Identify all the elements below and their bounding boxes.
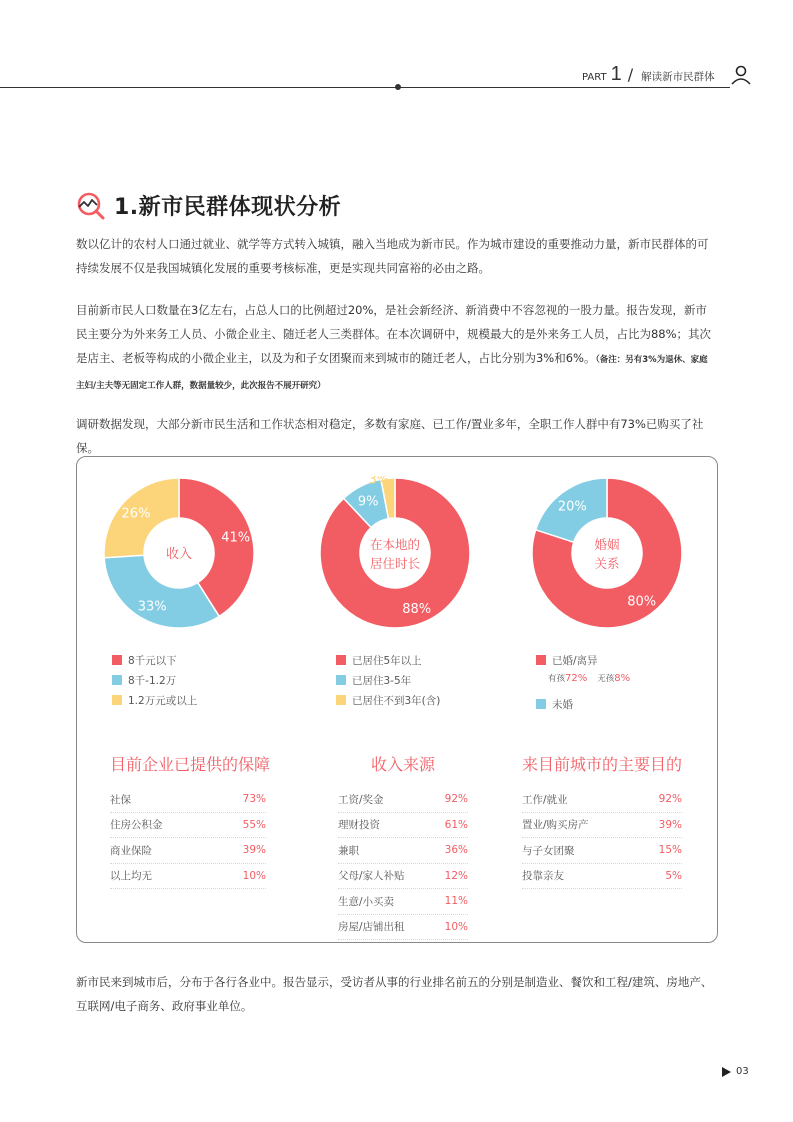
paragraph-industry: 新市民来到城市后，分布于各行各业中。报告显示，受访者从事的行业排名前五的分别是制造业、餐饮和工程/建筑、房地产、互联网/电子商务、政府事业单位。 xyxy=(76,975,713,1013)
table-title: 来目前城市的主要目的 xyxy=(522,755,683,774)
row-value: 36% xyxy=(444,844,468,857)
legend-label: 8千元以下 xyxy=(128,654,177,667)
legend-residence xyxy=(336,650,440,710)
legend-item xyxy=(536,650,630,670)
row-value: 73% xyxy=(242,793,266,806)
donut-marital-svg xyxy=(530,476,684,630)
table-title: 目前企业已提供的保障 xyxy=(110,755,271,774)
donut-slice-label: 9% xyxy=(357,494,379,510)
donut-slice-label: 3% xyxy=(368,476,390,488)
legend-item xyxy=(336,670,440,690)
row-label: 投靠亲友 xyxy=(522,870,564,883)
row-value: 92% xyxy=(444,793,468,806)
legend-label: 1.2万元或以上 xyxy=(128,694,198,707)
table-row xyxy=(522,787,682,813)
legend-item xyxy=(536,694,630,714)
donut-residence xyxy=(318,476,472,630)
slash-divider: / xyxy=(627,65,634,84)
table-security xyxy=(110,752,271,889)
table-row xyxy=(338,838,468,864)
row-label: 工作/就业 xyxy=(522,793,568,806)
donut-slice-label: 88% xyxy=(402,601,432,617)
no-kids: 无孩8% xyxy=(597,673,631,684)
row-value: 10% xyxy=(444,920,468,933)
header-dot xyxy=(395,84,401,90)
part-title: 解读新市民群体 xyxy=(641,71,715,83)
table-row xyxy=(110,813,266,839)
table-row xyxy=(110,787,266,813)
row-value: 61% xyxy=(444,818,468,831)
table-row xyxy=(110,864,266,890)
donut-income-svg xyxy=(102,476,256,630)
row-value: 5% xyxy=(665,869,682,882)
donut-marital xyxy=(530,476,684,630)
donut-residence-title-2: 居住时长 xyxy=(369,556,421,571)
table-row xyxy=(338,915,468,941)
row-value: 92% xyxy=(658,793,682,806)
donut-marital-title-2: 关系 xyxy=(594,556,620,571)
table-row xyxy=(338,813,468,839)
legend-swatch-blue xyxy=(336,675,346,685)
row-label: 房屋/店铺出租 xyxy=(338,921,405,934)
legend-swatch-yellow xyxy=(112,695,122,705)
part-number: 1 xyxy=(610,63,622,85)
row-label: 父母/家人补贴 xyxy=(338,870,405,883)
paragraph-population-text: 目前新市民人口数量在3亿左右，占总人口的比例超过20%，是社会新经济、新消费中不容忽视的一股力量。报告发现，新市民主要分为外来务工人员、小微企业主、随迁老人三类群体。在本次调研中，规模最大的是外来务工人员，占比为88%；其次是店主、老板等构成的小微企业主，以及为和子女团聚而来到城市的随迁老人，占比分别为3%和6%。 xyxy=(76,303,712,365)
legend-item xyxy=(336,690,440,710)
row-value: 15% xyxy=(658,844,682,857)
legend-label: 已婚/离异 xyxy=(552,654,598,667)
legend-marital xyxy=(536,650,630,714)
donut-residence-title-1: 在本地的 xyxy=(369,537,421,552)
row-label: 生意/小买卖 xyxy=(338,895,395,908)
row-label: 工资/奖金 xyxy=(338,793,384,806)
donut-slice-label: 80% xyxy=(627,594,657,610)
section-heading xyxy=(76,190,341,221)
table-row xyxy=(338,864,468,890)
donut-income xyxy=(102,476,256,630)
legend-income xyxy=(112,650,197,710)
legend-label: 8千-1.2万 xyxy=(128,674,177,687)
donut-residence-svg xyxy=(318,476,472,630)
table-row xyxy=(338,889,468,915)
row-value: 10% xyxy=(242,869,266,882)
donut-slice-label: 26% xyxy=(121,506,151,522)
legend-item xyxy=(112,670,197,690)
row-label: 置业/购买房产 xyxy=(522,819,589,832)
legend-label: 已居住3-5年 xyxy=(352,674,412,687)
row-value: 55% xyxy=(242,818,266,831)
legend-swatch-blue xyxy=(112,675,122,685)
legend-item xyxy=(336,650,440,670)
row-label: 以上均无 xyxy=(110,870,152,883)
row-label: 兼职 xyxy=(338,844,359,857)
with-kids: 有孩72% xyxy=(548,673,588,684)
legend-swatch-red xyxy=(536,655,546,665)
legend-label: 已居住5年以上 xyxy=(352,654,422,667)
donut-slice-label: 33% xyxy=(137,599,167,615)
row-value: 12% xyxy=(444,869,468,882)
part-header xyxy=(582,64,715,84)
row-value: 39% xyxy=(658,818,682,831)
donut-slice-label: 20% xyxy=(557,499,587,515)
section-title: 1.新市民群体现状分析 xyxy=(114,195,342,220)
paragraph-intro: 数以亿计的农村人口通过就业、就学等方式转入城镇，融入当地成为新市民。作为城市建设的重要推动力量，新市民群体的可持续发展不仅是我国城镇化发展的重要考核标准，更是实现共同富裕的必由之路。 xyxy=(76,237,709,275)
paragraph-population xyxy=(76,298,716,398)
header-rule xyxy=(0,87,730,88)
row-value: 11% xyxy=(444,895,468,908)
table-row xyxy=(522,864,682,890)
donut-income-title: 收入 xyxy=(165,547,193,562)
triangle-icon xyxy=(722,1067,731,1077)
legend-swatch-blue xyxy=(536,699,546,709)
search-trend-icon xyxy=(76,191,106,221)
donut-marital-title-1: 婚姻 xyxy=(594,537,620,552)
row-label: 商业保险 xyxy=(110,844,152,857)
row-value: 39% xyxy=(242,844,266,857)
row-label: 与子女团聚 xyxy=(522,844,575,857)
table-purpose xyxy=(522,752,682,889)
table-row xyxy=(338,787,468,813)
legend-label: 未婚 xyxy=(552,698,573,711)
table-row xyxy=(110,838,266,864)
table-row xyxy=(522,838,682,864)
person-icon xyxy=(730,64,752,86)
page-number-text: 03 xyxy=(736,1066,749,1077)
part-label: PART xyxy=(582,72,607,83)
legend-item xyxy=(112,650,197,670)
donut-slice-label: 41% xyxy=(221,530,251,546)
row-label: 社保 xyxy=(110,793,131,806)
row-label: 住房公积金 xyxy=(110,819,163,832)
table-income-source xyxy=(338,752,468,940)
legend-sub-breakdown xyxy=(536,670,630,686)
paragraph-stability: 调研数据发现，大部分新市民生活和工作状态相对稳定，多数有家庭、已工作/置业多年，全职工作人群中有73%已购买了社保。 xyxy=(76,417,704,455)
donut-hole xyxy=(573,519,642,588)
legend-item xyxy=(112,690,197,710)
table-row xyxy=(522,813,682,839)
table-title: 收入来源 xyxy=(370,755,435,774)
legend-swatch-red xyxy=(112,655,122,665)
page-number xyxy=(722,1066,749,1077)
donut-hole xyxy=(361,519,430,588)
legend-swatch-yellow xyxy=(336,695,346,705)
legend-swatch-red xyxy=(336,655,346,665)
row-label: 理财投资 xyxy=(338,819,380,832)
legend-label: 已居住不到3年(含) xyxy=(352,694,441,707)
paragraph-note: （备注：另有3%为退休、家庭主妇/主夫等无固定工作人群，数据量较少，此次报告不展开研究） xyxy=(76,355,708,391)
